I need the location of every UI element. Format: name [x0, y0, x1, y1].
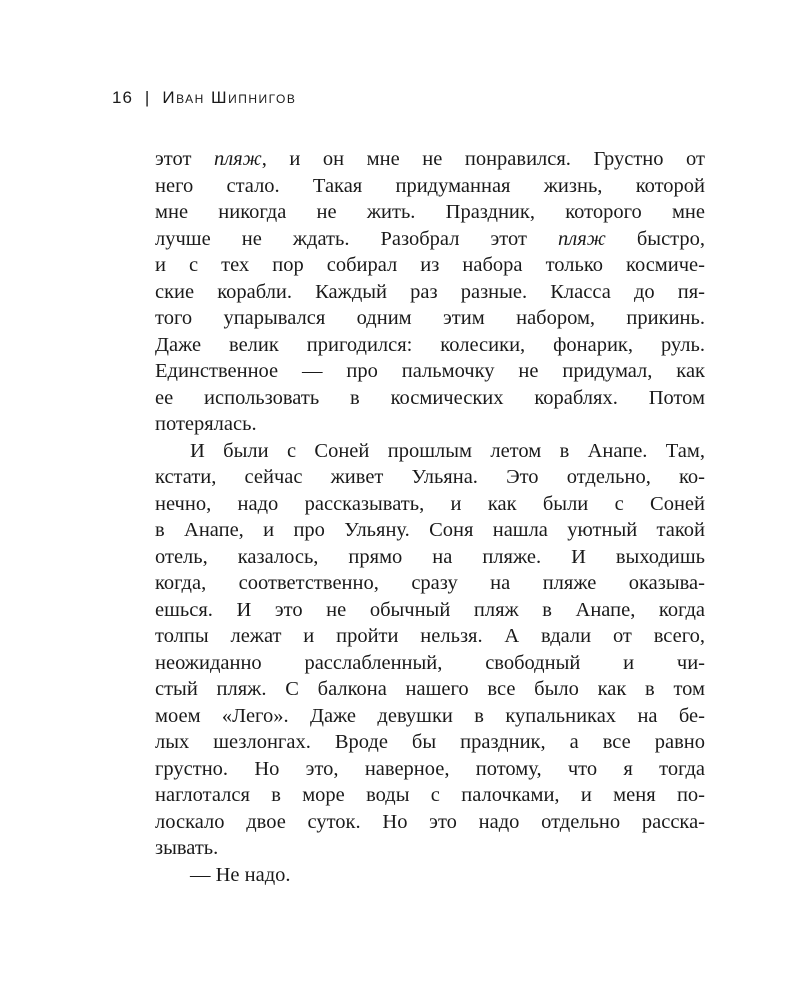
- text-line: [155, 676, 705, 703]
- text-segment: — Не надо.: [190, 863, 291, 886]
- text-line: [155, 491, 705, 518]
- text-segment: И были с Соней прошлым летом в Анапе. Там,: [190, 439, 705, 462]
- text-line: [155, 411, 705, 438]
- text-line: [155, 199, 705, 226]
- body-text: [155, 146, 705, 888]
- text-line: [155, 464, 705, 491]
- text-segment: нечно, надо рассказывать, и как были с Соней: [155, 492, 705, 515]
- text-segment: лучше не ждать. Разобрал этот: [155, 227, 558, 250]
- text-line: [155, 570, 705, 597]
- header-separator: |: [144, 88, 151, 107]
- text-segment: лых шезлонгах. Вроде бы праздник, а все равно: [155, 731, 705, 753]
- text-line: [155, 332, 705, 359]
- text-segment: того упарывался одним этим набором, прикинь.: [155, 307, 705, 329]
- text-line: [155, 226, 705, 253]
- text-line: [155, 862, 705, 889]
- text-segment: , и он мне не понравился. Грустно от: [261, 148, 705, 170]
- text-line: [155, 835, 705, 862]
- text-line: [155, 358, 705, 385]
- text-line: [155, 517, 705, 544]
- text-line: [155, 597, 705, 624]
- text-line: [155, 650, 705, 677]
- italic-word: пляж: [213, 148, 262, 170]
- text-line: [155, 146, 705, 173]
- text-segment: отель, казалось, прямо на пляже. И выходишь: [155, 545, 705, 568]
- text-line: [155, 782, 705, 809]
- text-segment: кстати, сейчас живет Ульяна. Это отдельно, ко-: [155, 466, 705, 488]
- text-line: [155, 703, 705, 730]
- text-segment: лоскало двое суток. Но это надо отдельно расска-: [155, 810, 705, 833]
- text-segment: в Анапе, и про Ульяну. Соня нашла уютный такой: [155, 519, 705, 541]
- author-name: Иван Шипнигов: [162, 88, 297, 107]
- text-line: [155, 173, 705, 200]
- running-head: [112, 88, 296, 108]
- text-line: [155, 729, 705, 756]
- text-segment: ее использовать в космических кораблях. Потом: [155, 386, 705, 409]
- text-segment: когда, соответственно, сразу на пляже оказыва-: [155, 572, 705, 594]
- text-line: [155, 438, 705, 465]
- text-line: [155, 252, 705, 279]
- text-segment: него стало. Такая придуманная жизнь, которой: [155, 174, 705, 197]
- text-line: [155, 305, 705, 332]
- text-segment: неожиданно расслабленный, свободный и чи-: [155, 651, 705, 674]
- text-segment: ские корабли. Каждый раз разные. Класса до пя-: [155, 280, 705, 303]
- text-segment: наглотался в море воды с палочками, и меня по-: [155, 784, 705, 806]
- text-segment: Единственное — про пальмочку не придумал, как: [155, 360, 705, 382]
- text-segment: быстро,: [605, 227, 705, 250]
- text-line: [155, 279, 705, 306]
- text-segment: мне никогда не жить. Праздник, которого мне: [155, 201, 705, 223]
- text-line: [155, 385, 705, 412]
- text-line: [155, 544, 705, 571]
- text-segment: этот: [155, 148, 214, 170]
- text-segment: ешься. И это не обычный пляж в Анапе, когда: [155, 598, 705, 621]
- page-number: 16: [112, 88, 133, 107]
- text-segment: и с тех пор собирал из набора только космиче-: [155, 254, 705, 276]
- italic-word: пляж: [558, 227, 606, 250]
- text-line: [155, 809, 705, 836]
- text-segment: Даже велик пригодился: колесики, фонарик, руль.: [155, 333, 705, 356]
- text-segment: толпы лежат и пройти нельзя. А вдали от всего,: [155, 625, 705, 647]
- text-segment: потерялась.: [155, 413, 257, 435]
- text-segment: стый пляж. С балкона нашего все было как в том: [155, 678, 705, 700]
- text-segment: моем «Лего». Даже девушки в купальниках на бе-: [155, 704, 705, 727]
- text-line: [155, 756, 705, 783]
- text-segment: зывать.: [155, 837, 219, 859]
- text-line: [155, 623, 705, 650]
- text-segment: грустно. Но это, наверное, потому, что я тогда: [155, 757, 705, 780]
